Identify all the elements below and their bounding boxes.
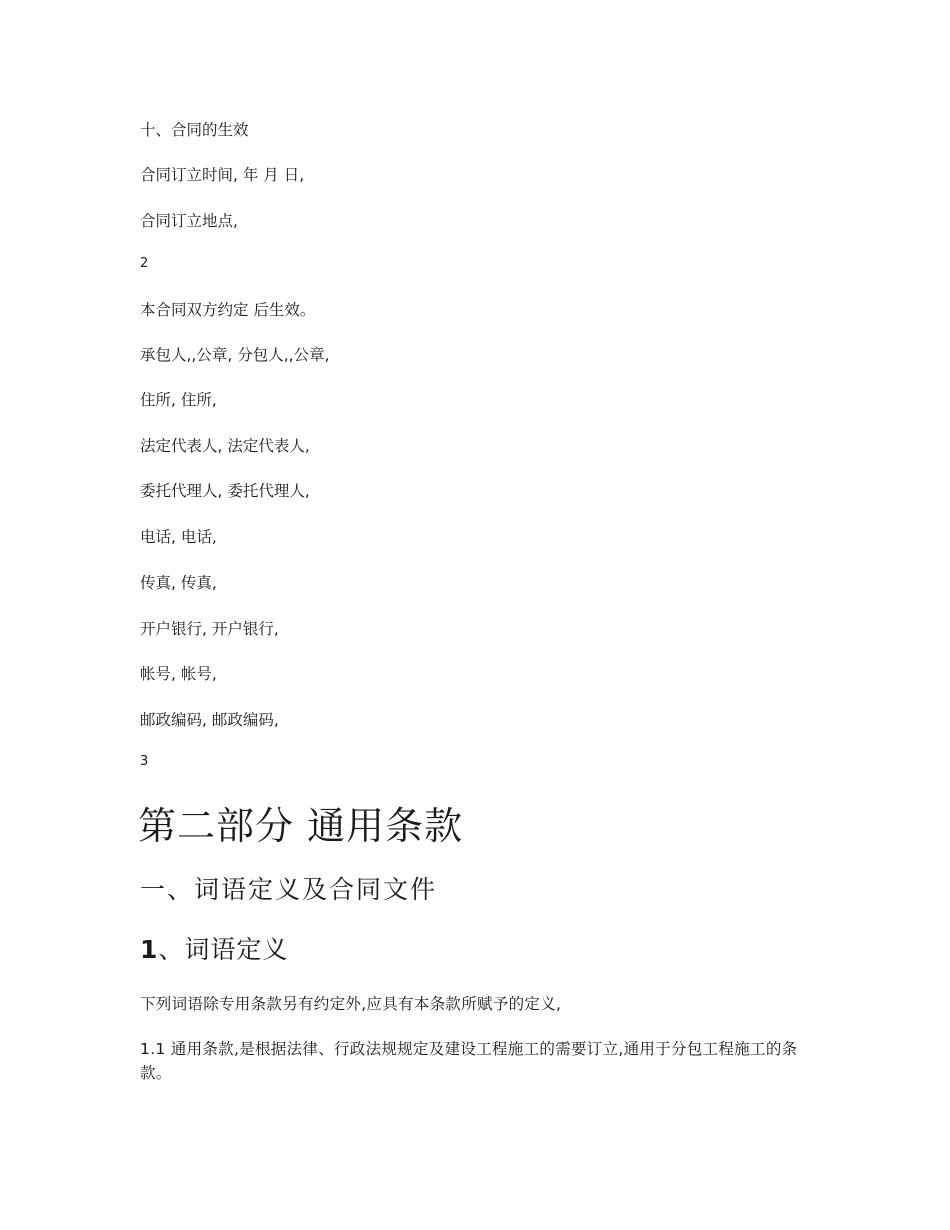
signature-line: 委托代理人, 委托代理人,: [140, 482, 310, 500]
intro-paragraph: 下列词语除专用条款另有约定外,应具有本条款所赋予的定义,: [140, 995, 562, 1013]
subsection-number: 1: [140, 935, 159, 964]
contract-sign-time: 合同订立时间, 年 月 日,: [140, 166, 305, 184]
signature-line: 邮政编码, 邮政编码,: [140, 711, 279, 729]
section-heading-contract-effect: 十、合同的生效: [140, 121, 249, 139]
signature-line: 法定代表人, 法定代表人,: [140, 437, 310, 455]
section-heading: 一、词语定义及合同文件: [140, 875, 438, 904]
page-number: 3: [140, 754, 149, 769]
clause-paragraph: 1.1 通用条款,是根据法律、行政法规规定及建设工程施工的需要订立,通用于分包工程施工的条款。: [140, 1040, 798, 1082]
signature-line: 承包人,,公章, 分包人,,公章,: [140, 346, 330, 364]
signature-line: 电话, 电话,: [140, 528, 217, 546]
subsection-heading: [140, 933, 288, 967]
signature-line: 住所, 住所,: [140, 391, 217, 409]
subsection-title: 、词语定义: [158, 935, 289, 964]
signature-line: 开户银行, 开户银行,: [140, 620, 279, 638]
signature-line: 帐号, 帐号,: [140, 665, 217, 683]
contract-sign-place: 合同订立地点,: [140, 212, 238, 230]
effect-clause: 本合同双方约定 后生效。: [140, 301, 316, 319]
signature-line: 传真, 传真,: [140, 574, 217, 592]
page-number: 2: [140, 256, 149, 271]
part-title: 第二部分 通用条款: [138, 804, 464, 848]
